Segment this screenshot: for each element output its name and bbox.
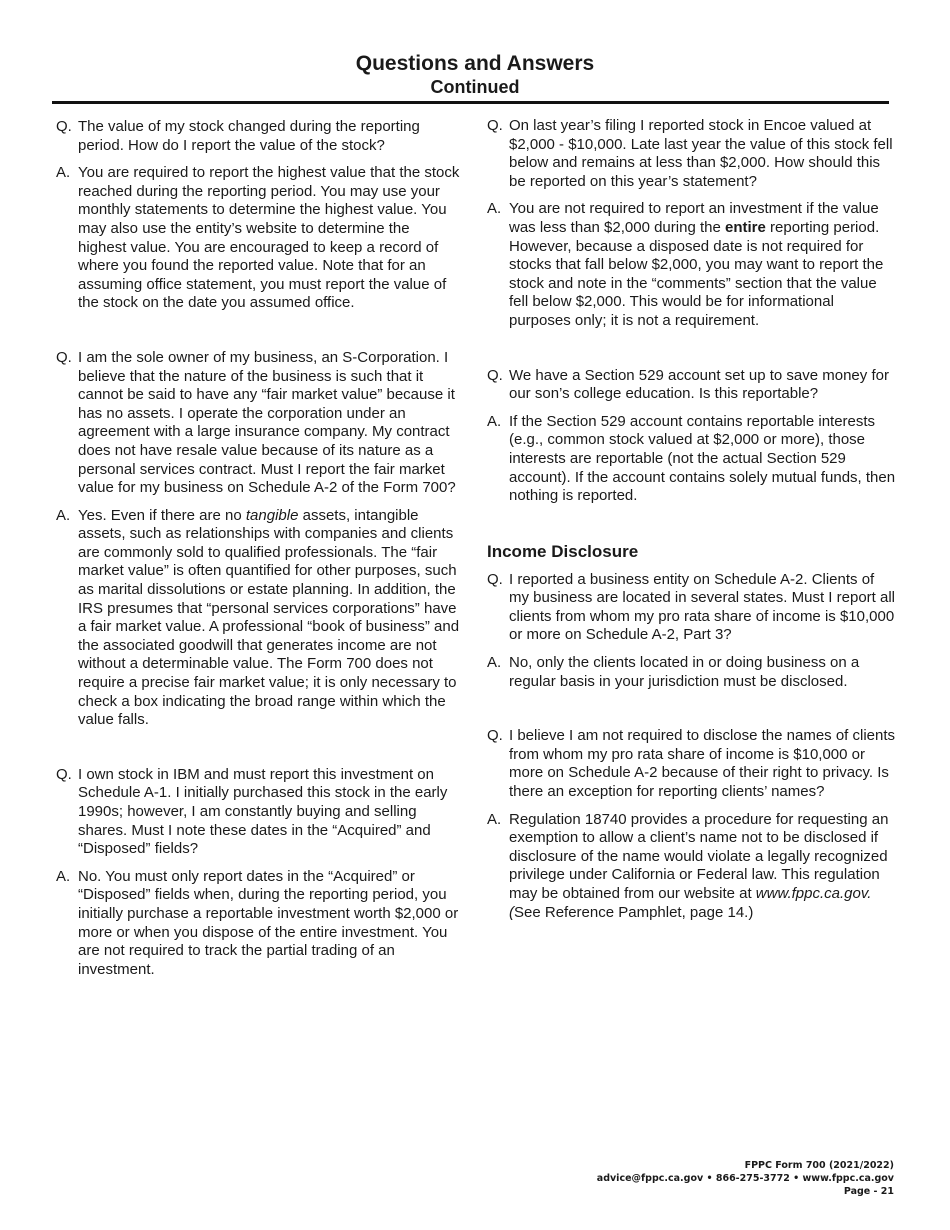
question-text: We have a Section 529 account set up to save money for our son’s college education. Is this reportable? bbox=[509, 366, 889, 403]
question-marker: Q. bbox=[56, 765, 72, 783]
answer-text: No, only the clients located in or doing business on a regular basis in your jurisdiction must be disclosed. bbox=[509, 654, 860, 690]
answer bbox=[56, 868, 462, 980]
emphasis-tangible: tangible bbox=[245, 506, 299, 524]
footer-page-number: Page - 21 bbox=[843, 1186, 894, 1197]
question-text: I believe I am not required to disclose the names of clients from whom my pro rata share of income is $10,000 or more on Schedule A-2 because of their right to privacy. Is there an exception for reporting clients’ names? bbox=[509, 727, 896, 801]
answer-text: Yes. Even if there are no tangible assets, intangible assets, such as relationships with companies and clients are commonly sold to qualified professionals. The “fair market value” is often quantified for other purposes, such as marital dissolutions or estate planning. In addition, the IRS presumes that “personal services corporations” have a fair market value. A professional “book of business” and the associated goodwill that generates income are not without a determinable value. The Form 700 does not require a precise fair market value; it is only necessary to check a box indicating the broad range within which the value falls. bbox=[78, 506, 460, 729]
question bbox=[487, 571, 897, 645]
question-marker: Q. bbox=[487, 727, 503, 745]
question-text: On last year’s filing I reported stock in Encoe valued at $2,000 - $10,000. Late last year the value of this stock fell below and remains at less than $2,000. How should this be reported on this year’s statement? bbox=[509, 117, 893, 190]
answer bbox=[487, 413, 897, 506]
question bbox=[487, 727, 897, 801]
answer-marker: A. bbox=[56, 506, 71, 524]
question bbox=[56, 766, 462, 859]
answer-marker: A. bbox=[487, 654, 502, 672]
question-text: I own stock in IBM and must report this investment on Schedule A-1. I initially purchased this stock in the early 1990s; however, I am constantly buying and selling shares. Must I note these dates in the “Acquired” and “Disposed” fields? bbox=[78, 765, 448, 858]
question-text: I am the sole owner of my business, an S-Corporation. I believe that the nature of the business is such that it cannot be said to have any “fair market value” because it has no assets. I operate the corporation under an agreement with a large insurance company. My contract does not have resale value because of its nature as a personal services contract. Must I report the fair market value for my business on Schedule A-2 of the Form 700? bbox=[78, 348, 456, 497]
question-marker: Q. bbox=[487, 570, 503, 588]
question-marker: Q. bbox=[487, 366, 503, 384]
header-rule bbox=[52, 101, 889, 104]
answer-text: If the Section 529 account contains reportable interests (e.g., common stock valued at $2,000 or more), those interests are reportable (not the actual Section 529 account). If the account contains solely mutual funds, then nothing is reported. bbox=[509, 412, 896, 505]
answer-marker: A. bbox=[487, 412, 502, 430]
answer-marker: A. bbox=[56, 164, 71, 182]
answer-text: Regulation 18740 provides a procedure for requesting an exemption to allow a client’s name not to be disclosed if disclosure of the name would violate a legally recognized privilege under California or Federal law. This regulation may be obtained from our website at www.fppc.ca.gov. (See Reference Pamphlet, page 14.) bbox=[509, 810, 889, 921]
answer bbox=[487, 811, 897, 923]
answer-text: You are required to report the highest value that the stock reached during the reporting period. You may use your monthly statements to determine the highest value. You may also use the entity’s website to determine the highest value. You are encouraged to keep a record of where you found the reported value. Note that for an assuming office statement, you must report the value of the stock on the date you assumed office. bbox=[78, 164, 460, 312]
answer bbox=[487, 654, 897, 691]
answer-text: No. You must only report dates in the “Acquired” or “Disposed” fields when, during the reporting period, you initially purchase a reportable investment worth $2,000 or more or when you dispose of the entire investment. You are not required to track the partial trading of an investment. bbox=[78, 867, 459, 978]
page-footer bbox=[597, 1159, 894, 1198]
answer-marker: A. bbox=[487, 810, 502, 828]
footer-contact: advice@fppc.ca.gov • 866-275-3772 • www.fppc.ca.gov bbox=[596, 1173, 894, 1184]
question-text: The value of my stock changed during the reporting period. How do I report the value of the stock? bbox=[78, 118, 420, 154]
answer-marker: A. bbox=[56, 867, 71, 885]
answer-text: You are not required to report an investment if the value was less than $2,000 during the entire reporting period. However, because a disposed date is not required for stocks that fall below $2,000, you may want to report the stock and note in the “comments” section that the value fell below $2,000. This would be for informational purposes only; it is not a requirement. bbox=[509, 200, 884, 329]
question bbox=[56, 349, 462, 498]
question bbox=[487, 117, 897, 191]
answer-marker: A. bbox=[487, 200, 502, 218]
question-marker: Q. bbox=[487, 117, 503, 134]
question bbox=[56, 118, 462, 155]
question-marker: Q. bbox=[56, 348, 72, 366]
footer-form-id: FPPC Form 700 (2021/2022) bbox=[744, 1160, 894, 1171]
left-column bbox=[56, 118, 462, 979]
website-link-text: www.fppc.ca.gov. ( bbox=[509, 885, 872, 921]
answer bbox=[56, 507, 462, 730]
question-marker: Q. bbox=[56, 118, 72, 135]
question-text: I reported a business entity on Schedule A-2. Clients of my business are located in several states. Must I report all clients from whom my pro rata share of income is $10,000 or more on Schedule A-2, Part 3? bbox=[509, 570, 896, 644]
right-column bbox=[487, 117, 897, 922]
section-heading-income: Income Disclosure bbox=[487, 541, 639, 561]
answer bbox=[56, 164, 462, 313]
question bbox=[487, 367, 897, 404]
answer bbox=[487, 200, 897, 330]
page-title: Questions and Answers bbox=[355, 52, 595, 75]
emphasis-entire: entire bbox=[724, 218, 766, 236]
page-subtitle: Continued bbox=[430, 77, 520, 97]
